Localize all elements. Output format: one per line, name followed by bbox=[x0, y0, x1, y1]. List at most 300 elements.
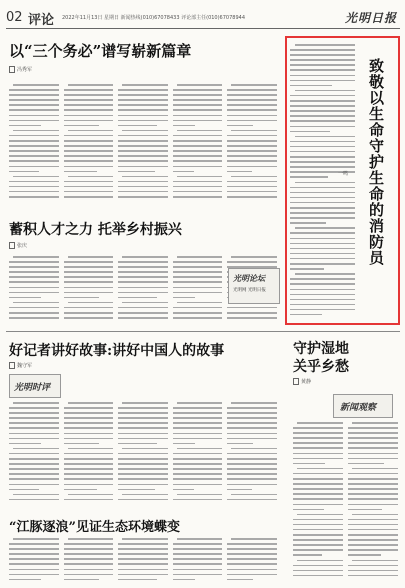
text-line bbox=[227, 261, 277, 263]
text-line bbox=[173, 569, 223, 571]
text-line bbox=[64, 478, 114, 480]
text-line bbox=[118, 115, 168, 117]
commentary-badge-box bbox=[9, 374, 61, 398]
text-line bbox=[9, 186, 59, 188]
text-line bbox=[177, 402, 223, 404]
text-line bbox=[352, 468, 398, 470]
text-line bbox=[352, 560, 398, 562]
text-column bbox=[9, 538, 59, 584]
text-line bbox=[9, 553, 59, 555]
text-line bbox=[173, 484, 223, 486]
text-line bbox=[177, 84, 223, 86]
text-line bbox=[68, 494, 114, 496]
text-line bbox=[9, 261, 59, 263]
forum-badge-sub: 光明网 光明日报 bbox=[233, 288, 266, 293]
text-line bbox=[348, 519, 398, 521]
text-line bbox=[231, 538, 277, 540]
text-line bbox=[227, 453, 277, 455]
text-line bbox=[9, 115, 59, 117]
article-body-featured bbox=[290, 44, 355, 320]
text-line bbox=[297, 560, 343, 562]
text-line bbox=[173, 478, 223, 480]
text-line bbox=[293, 442, 343, 444]
text-line bbox=[293, 534, 343, 536]
byline-icon bbox=[293, 378, 299, 385]
text-line bbox=[297, 514, 343, 516]
byline-featured: 一鸣 bbox=[338, 171, 349, 177]
text-line bbox=[118, 417, 168, 419]
text-line bbox=[227, 458, 277, 460]
section-title: 评论 bbox=[28, 13, 55, 28]
text-line bbox=[293, 565, 343, 567]
text-line bbox=[290, 192, 355, 194]
text-line bbox=[293, 544, 343, 546]
text-line bbox=[177, 256, 223, 258]
text-line bbox=[290, 120, 355, 122]
text-column bbox=[64, 256, 114, 322]
article-title-lower-right-1: 守护湿地 bbox=[293, 341, 349, 357]
text-line bbox=[118, 145, 168, 147]
text-line bbox=[118, 261, 168, 263]
text-line bbox=[173, 135, 223, 137]
text-line bbox=[64, 140, 114, 142]
text-line bbox=[227, 145, 277, 147]
text-line bbox=[64, 135, 114, 137]
text-line bbox=[290, 69, 355, 71]
text-line bbox=[227, 94, 277, 96]
header-rule bbox=[6, 28, 400, 29]
text-line bbox=[348, 473, 398, 475]
text-line bbox=[9, 478, 59, 480]
byline-lower-left: 魏守军 bbox=[9, 362, 32, 369]
text-line bbox=[173, 463, 223, 465]
text-line bbox=[227, 109, 277, 111]
text-line bbox=[293, 529, 343, 531]
text-line bbox=[118, 191, 168, 193]
text-line bbox=[227, 412, 277, 414]
text-line bbox=[173, 191, 223, 193]
text-line bbox=[9, 166, 59, 168]
text-line bbox=[227, 422, 277, 424]
text-line bbox=[290, 212, 355, 214]
text-line bbox=[177, 130, 223, 132]
text-line bbox=[64, 281, 114, 283]
text-line bbox=[64, 150, 114, 152]
text-line bbox=[9, 160, 59, 162]
text-line bbox=[227, 443, 253, 445]
text-line bbox=[64, 473, 114, 475]
text-line bbox=[13, 176, 59, 178]
text-line bbox=[9, 99, 59, 101]
text-line bbox=[9, 563, 59, 565]
forum-badge-box bbox=[228, 268, 280, 304]
text-line bbox=[118, 484, 168, 486]
text-line bbox=[227, 89, 277, 91]
text-line bbox=[64, 115, 114, 117]
text-line bbox=[9, 120, 59, 122]
text-line bbox=[9, 438, 59, 440]
text-line bbox=[118, 407, 168, 409]
text-line bbox=[118, 438, 168, 440]
text-line bbox=[348, 478, 398, 480]
text-line bbox=[9, 489, 39, 491]
text-line bbox=[118, 89, 168, 91]
text-line bbox=[227, 307, 277, 309]
text-line bbox=[64, 266, 114, 268]
text-line bbox=[227, 191, 277, 193]
text-column bbox=[118, 402, 168, 504]
text-line bbox=[118, 171, 155, 173]
text-column bbox=[227, 538, 277, 584]
text-line bbox=[118, 443, 157, 445]
text-line bbox=[64, 155, 114, 157]
text-line bbox=[293, 575, 343, 577]
text-line bbox=[297, 422, 343, 424]
text-line bbox=[227, 574, 277, 576]
text-column bbox=[173, 538, 223, 584]
text-line bbox=[348, 488, 398, 490]
text-line bbox=[290, 95, 355, 97]
text-line bbox=[173, 543, 223, 545]
text-line bbox=[290, 115, 355, 117]
text-line bbox=[9, 427, 59, 429]
text-line bbox=[9, 171, 39, 173]
text-line bbox=[177, 494, 223, 496]
text-line bbox=[290, 222, 326, 224]
text-line bbox=[227, 489, 251, 491]
article-title-bottom-left: “江豚逐浪”见证生态环境蝶变 bbox=[9, 520, 180, 535]
text-line bbox=[173, 196, 223, 198]
text-line bbox=[64, 453, 114, 455]
text-line bbox=[227, 104, 277, 106]
text-line bbox=[290, 314, 322, 316]
text-line bbox=[295, 273, 355, 275]
text-line bbox=[348, 565, 398, 567]
text-line bbox=[173, 317, 223, 319]
text-line bbox=[64, 166, 114, 168]
text-column bbox=[64, 402, 114, 504]
text-line bbox=[118, 489, 155, 491]
text-line bbox=[118, 473, 168, 475]
text-line bbox=[348, 453, 398, 455]
text-line bbox=[290, 278, 355, 280]
text-line bbox=[173, 115, 223, 117]
text-line bbox=[290, 289, 355, 291]
text-line bbox=[118, 463, 168, 465]
text-line bbox=[348, 544, 398, 546]
text-line bbox=[9, 104, 59, 106]
text-line bbox=[118, 287, 168, 289]
text-line bbox=[227, 186, 277, 188]
text-line bbox=[173, 579, 195, 581]
text-line bbox=[9, 412, 59, 414]
text-line bbox=[118, 125, 157, 127]
text-line bbox=[9, 94, 59, 96]
text-line bbox=[122, 538, 168, 540]
text-line bbox=[122, 302, 168, 304]
text-line bbox=[348, 504, 398, 506]
text-line bbox=[64, 171, 98, 173]
text-line bbox=[348, 458, 398, 460]
text-line bbox=[348, 432, 398, 434]
text-column bbox=[118, 256, 168, 322]
newsview-badge: 新闻观察 bbox=[340, 403, 377, 413]
text-line bbox=[173, 89, 223, 91]
byline-mid-left: 张庆 bbox=[9, 242, 27, 249]
text-line bbox=[295, 182, 355, 184]
text-line bbox=[348, 554, 381, 556]
text-line bbox=[118, 104, 168, 106]
text-line bbox=[290, 238, 355, 240]
text-line bbox=[9, 135, 59, 137]
text-line bbox=[173, 438, 223, 440]
text-line bbox=[173, 307, 223, 309]
text-line bbox=[295, 227, 355, 229]
section-divider bbox=[6, 331, 400, 332]
text-line bbox=[9, 312, 59, 314]
text-line bbox=[173, 120, 223, 122]
text-line bbox=[227, 160, 277, 162]
text-line bbox=[293, 473, 343, 475]
text-line bbox=[64, 563, 114, 565]
text-line bbox=[227, 438, 277, 440]
text-line bbox=[173, 548, 223, 550]
article-title-lower-right-2: 关乎乡愁 bbox=[293, 359, 349, 375]
text-line bbox=[64, 145, 114, 147]
text-line bbox=[173, 287, 223, 289]
text-line bbox=[293, 549, 343, 551]
text-line bbox=[64, 317, 114, 319]
text-line bbox=[290, 187, 355, 189]
text-column bbox=[9, 402, 59, 504]
article-body-lower-right bbox=[293, 422, 398, 582]
text-line bbox=[118, 266, 168, 268]
text-line bbox=[290, 131, 330, 133]
date-line: 2022年11月13日 星期日 新闻热线(010)67078433 评论部主任(010)67078944 bbox=[62, 15, 246, 21]
text-line bbox=[173, 422, 223, 424]
text-line bbox=[295, 136, 355, 138]
text-line bbox=[227, 433, 277, 435]
text-line bbox=[227, 166, 277, 168]
text-line bbox=[293, 488, 343, 490]
text-line bbox=[64, 99, 114, 101]
newsview-badge-box bbox=[333, 394, 393, 418]
byline-top-left: 冯秀军 bbox=[9, 66, 32, 73]
text-line bbox=[9, 191, 59, 193]
text-line bbox=[227, 115, 277, 117]
text-line bbox=[64, 89, 114, 91]
text-line bbox=[64, 422, 114, 424]
text-line bbox=[9, 89, 59, 91]
text-line bbox=[118, 120, 168, 122]
text-line bbox=[9, 307, 59, 309]
text-line bbox=[68, 538, 114, 540]
text-line bbox=[9, 271, 59, 273]
text-line bbox=[290, 49, 355, 51]
text-line bbox=[348, 427, 398, 429]
text-line bbox=[173, 297, 195, 299]
text-line bbox=[64, 438, 114, 440]
text-line bbox=[290, 59, 355, 61]
text-line bbox=[118, 574, 168, 576]
text-line bbox=[118, 196, 168, 198]
text-line bbox=[64, 271, 114, 273]
text-line bbox=[64, 307, 114, 309]
text-line bbox=[290, 100, 355, 102]
text-line bbox=[13, 256, 59, 258]
text-column bbox=[9, 256, 59, 322]
text-line bbox=[118, 458, 168, 460]
text-line bbox=[173, 271, 223, 273]
text-line bbox=[290, 283, 355, 285]
text-line bbox=[64, 407, 114, 409]
article-title-mid-left: 蓄积人才之力 托举乡村振兴 bbox=[9, 222, 182, 238]
text-line bbox=[64, 463, 114, 465]
text-line bbox=[348, 442, 398, 444]
text-column bbox=[227, 402, 277, 504]
text-line bbox=[64, 94, 114, 96]
text-line bbox=[64, 276, 114, 278]
text-line bbox=[9, 407, 59, 409]
text-line bbox=[64, 160, 114, 162]
text-line bbox=[64, 443, 99, 445]
text-line bbox=[173, 453, 223, 455]
text-line bbox=[64, 292, 114, 294]
text-line bbox=[227, 120, 277, 122]
text-line bbox=[173, 443, 195, 445]
text-line bbox=[122, 402, 168, 404]
text-line bbox=[227, 135, 277, 137]
text-line bbox=[173, 155, 223, 157]
text-line bbox=[173, 104, 223, 106]
text-line bbox=[118, 166, 168, 168]
text-line bbox=[64, 489, 98, 491]
text-line bbox=[293, 447, 343, 449]
text-line bbox=[118, 292, 168, 294]
text-line bbox=[348, 539, 398, 541]
text-line bbox=[13, 402, 59, 404]
text-line bbox=[9, 484, 59, 486]
text-line bbox=[231, 130, 277, 132]
text-line bbox=[118, 453, 168, 455]
text-line bbox=[118, 478, 168, 480]
text-line bbox=[9, 109, 59, 111]
text-line bbox=[173, 94, 223, 96]
text-line bbox=[227, 563, 277, 565]
text-line bbox=[9, 422, 59, 424]
text-column bbox=[64, 84, 114, 201]
text-line bbox=[227, 99, 277, 101]
text-line bbox=[173, 145, 223, 147]
text-line bbox=[227, 196, 277, 198]
text-line bbox=[290, 64, 355, 66]
text-line bbox=[9, 473, 59, 475]
text-line bbox=[118, 412, 168, 414]
text-line bbox=[9, 417, 59, 419]
text-line bbox=[348, 463, 384, 465]
text-line bbox=[9, 125, 41, 127]
text-line bbox=[13, 84, 59, 86]
text-line bbox=[348, 534, 398, 536]
text-line bbox=[348, 549, 398, 551]
text-line bbox=[118, 427, 168, 429]
text-line bbox=[290, 105, 355, 107]
text-line bbox=[352, 422, 398, 424]
text-line bbox=[293, 493, 343, 495]
text-line bbox=[9, 558, 59, 560]
text-line bbox=[293, 539, 343, 541]
text-line bbox=[64, 553, 114, 555]
text-line bbox=[9, 463, 59, 465]
text-line bbox=[293, 554, 322, 556]
text-line bbox=[348, 437, 398, 439]
text-line bbox=[227, 543, 277, 545]
text-line bbox=[9, 140, 59, 142]
text-line bbox=[290, 141, 355, 143]
text-line bbox=[290, 166, 355, 168]
text-line bbox=[227, 473, 277, 475]
text-line bbox=[9, 317, 59, 319]
text-line bbox=[9, 433, 59, 435]
text-line bbox=[118, 307, 168, 309]
text-column bbox=[290, 44, 355, 319]
text-line bbox=[293, 504, 343, 506]
text-line bbox=[64, 499, 114, 501]
text-line bbox=[290, 75, 355, 77]
text-line bbox=[173, 458, 223, 460]
text-line bbox=[227, 317, 277, 319]
text-line bbox=[290, 304, 355, 306]
text-line bbox=[64, 548, 114, 550]
text-line bbox=[173, 553, 223, 555]
commentary-badge: 光明时评 bbox=[14, 383, 51, 393]
text-line bbox=[173, 563, 223, 565]
text-line bbox=[118, 297, 157, 299]
text-line bbox=[348, 524, 398, 526]
text-line bbox=[118, 312, 168, 314]
text-line bbox=[227, 312, 277, 314]
text-line bbox=[173, 109, 223, 111]
article-title-lower-left: 好记者讲好故事:讲好中国人的故事 bbox=[9, 343, 225, 359]
text-line bbox=[118, 548, 168, 550]
text-line bbox=[173, 427, 223, 429]
text-line bbox=[290, 126, 355, 128]
byline-icon bbox=[9, 242, 15, 249]
text-line bbox=[227, 463, 277, 465]
text-line bbox=[64, 261, 114, 263]
text-line bbox=[13, 494, 59, 496]
text-line bbox=[227, 553, 277, 555]
text-line bbox=[227, 417, 277, 419]
text-line bbox=[290, 243, 355, 245]
text-line bbox=[118, 94, 168, 96]
text-line bbox=[64, 120, 114, 122]
text-line bbox=[64, 312, 114, 314]
text-line bbox=[9, 548, 59, 550]
text-column bbox=[173, 256, 223, 322]
text-line bbox=[9, 543, 59, 545]
text-line bbox=[13, 130, 59, 132]
text-line bbox=[118, 155, 168, 157]
text-line bbox=[64, 297, 99, 299]
text-line bbox=[227, 558, 277, 560]
text-line bbox=[227, 579, 253, 581]
text-line bbox=[9, 499, 59, 501]
text-line bbox=[290, 268, 324, 270]
text-line bbox=[290, 258, 355, 260]
text-line bbox=[64, 579, 99, 581]
text-line bbox=[290, 263, 355, 265]
